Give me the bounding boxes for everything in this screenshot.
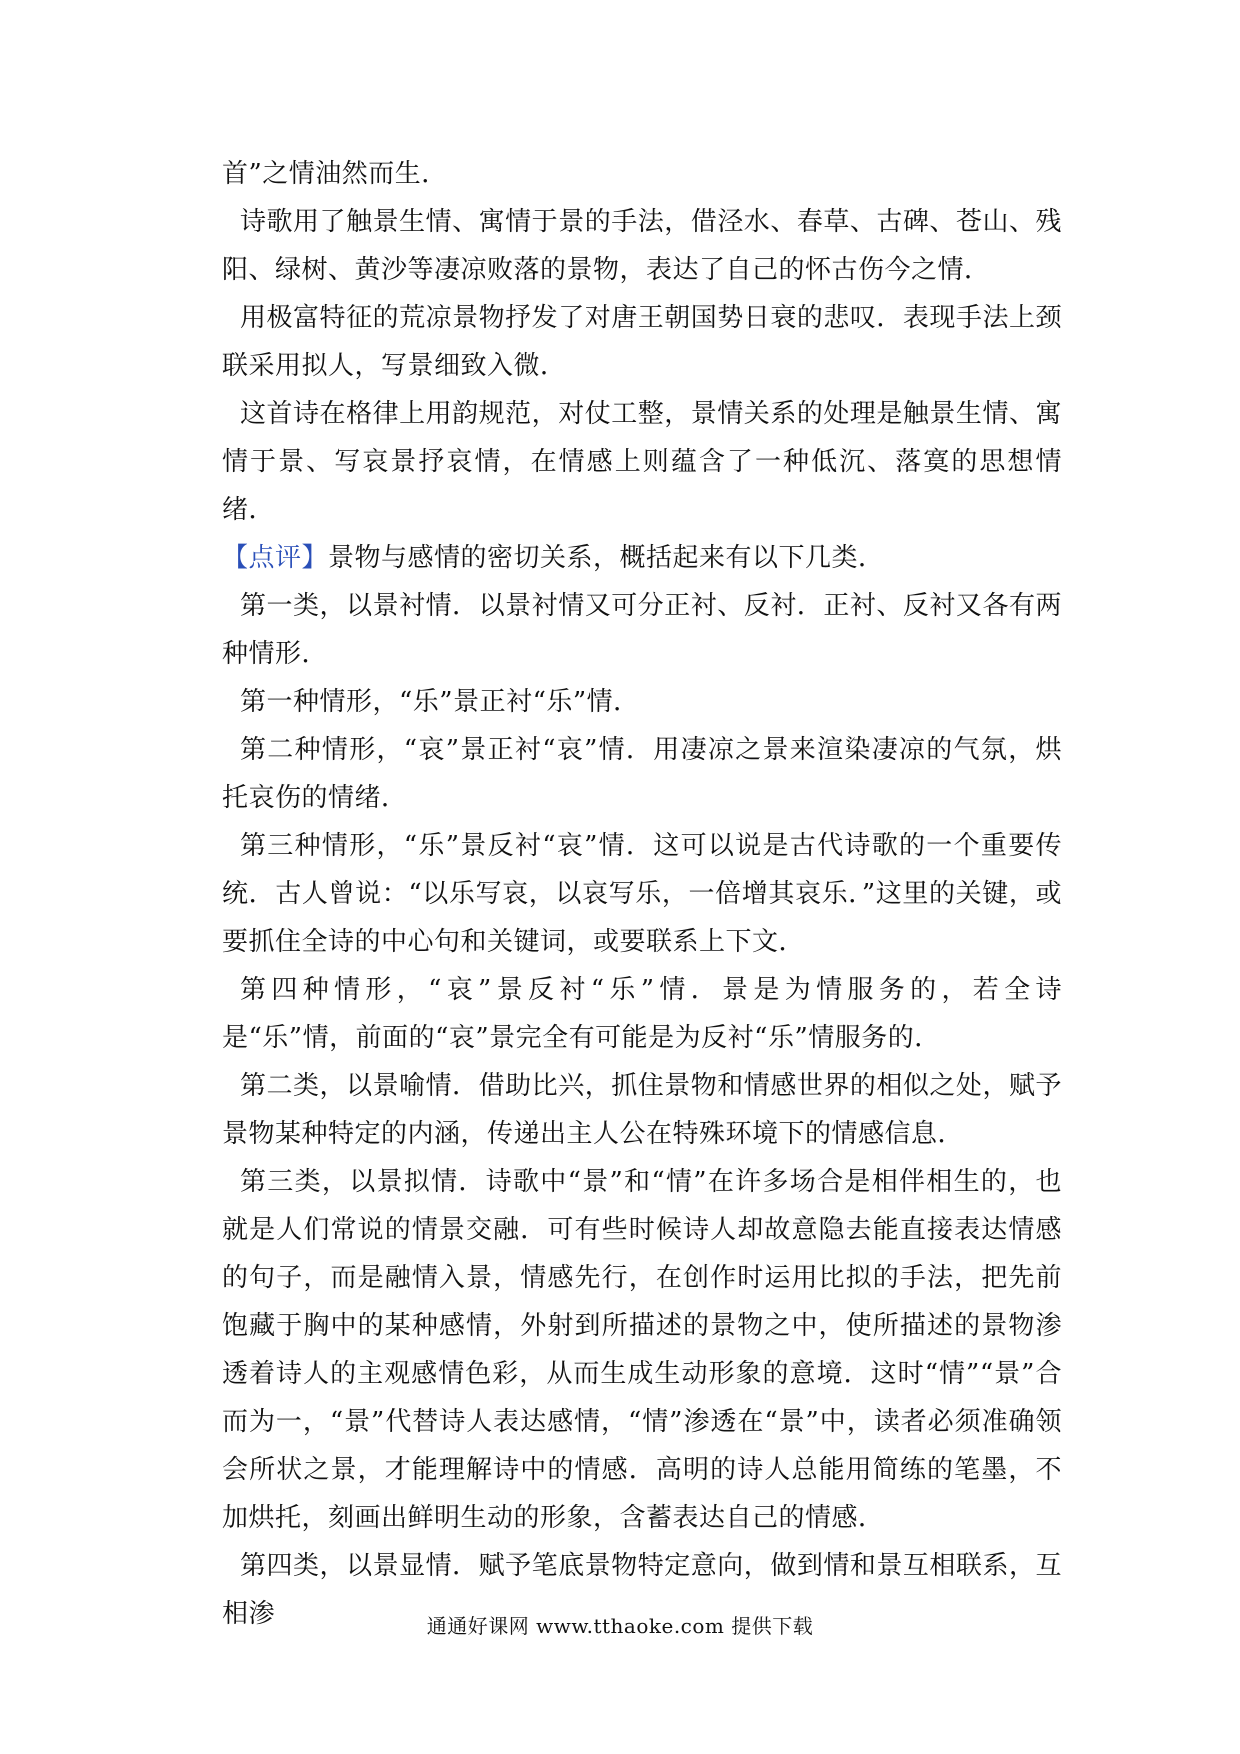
answer-section [222, 150, 1062, 534]
paragraph: 用极富特征的荒凉景物抒发了对唐王朝国势日衰的悲叹．表现手法上颈联采用拟人，写景细致入微． [222, 303, 1062, 381]
document-body [222, 150, 1062, 1638]
page-footer: 通通好课网 www.tthaoke.com 提供下载 [426, 1614, 814, 1638]
paragraph: 第一类，以景衬情．以景衬情又可分正衬、反衬．正衬、反衬又各有两种情形． [222, 591, 1062, 669]
paragraph: 第三类，以景拟情．诗歌中“景”和“情”在许多场合是相伴相生的，也就是人们常说的情景交融．可有些时候诗人却故意隐去能直接表达情感的句子，而是融情入景，情感先行，在创作时运用比拟的手法，把先前饱藏于胸中的某种感情，外射到所描述的景物之中，使所描述的景物渗透着诗人的主观感情色彩，从而生成生动形象的意境．这时“情”“景”合而为一，“景”代替诗人表达感情，“情”渗透在“景”中，读者必须准确领会所状之景，才能理解诗中的情感．高明的诗人总能用简练的笔墨，不加烘托，刻画出鲜明生动的形象，含蓄表达自己的情感． [222, 1167, 1062, 1533]
comment-intro: 景物与感情的密切关系，概括起来有以下几类． [328, 543, 885, 573]
comment-heading [222, 534, 1062, 582]
paragraph: 这首诗在格律上用韵规范，对仗工整，景情关系的处理是触景生情、寓情于景、写哀景抒哀情，在情感上则蕴含了一种低沉、落寞的思想情绪． [222, 399, 1062, 525]
paragraph: 第二类，以景喻情．借助比兴，抓住景物和情感世界的相似之处，赋予景物某种特定的内涵，传递出主人公在特殊环境下的情感信息． [222, 1071, 1062, 1149]
comment-tag: 【点评】 [222, 543, 329, 573]
comment-section [222, 534, 1062, 1638]
paragraph: 第二种情形，“哀”景正衬“哀”情．用凄凉之景来渲染凄凉的气氛，烘托哀伤的情绪． [222, 735, 1062, 813]
paragraph: 第四类，以景显情．赋予笔底景物特定意向，做到情和景互相联系，互相渗 [222, 1551, 1062, 1629]
paragraph: 第三种情形，“乐”景反衬“哀”情．这可以说是古代诗歌的一个重要传统．古人曾说：“以乐写哀，以哀写乐，一倍增其哀乐．”这里的关键，或要抓住全诗的中心句和关键词，或要联系上下文． [222, 831, 1062, 957]
paragraph-continuation: 首”之情油然而生． [222, 159, 448, 189]
paragraph: 第四种情形，“哀”景反衬“乐”情．景是为情服务的，若全诗是“乐”情，前面的“哀”景完全有可能是为反衬“乐”情服务的． [222, 975, 1062, 1053]
paragraph: 诗歌用了触景生情、寓情于景的手法，借泾水、春草、古碑、苍山、残阳、绿树、黄沙等凄凉败落的景物，表达了自己的怀古伤今之情． [222, 207, 1062, 285]
paragraph: 第一种情形，“乐”景正衬“乐”情． [240, 687, 640, 717]
